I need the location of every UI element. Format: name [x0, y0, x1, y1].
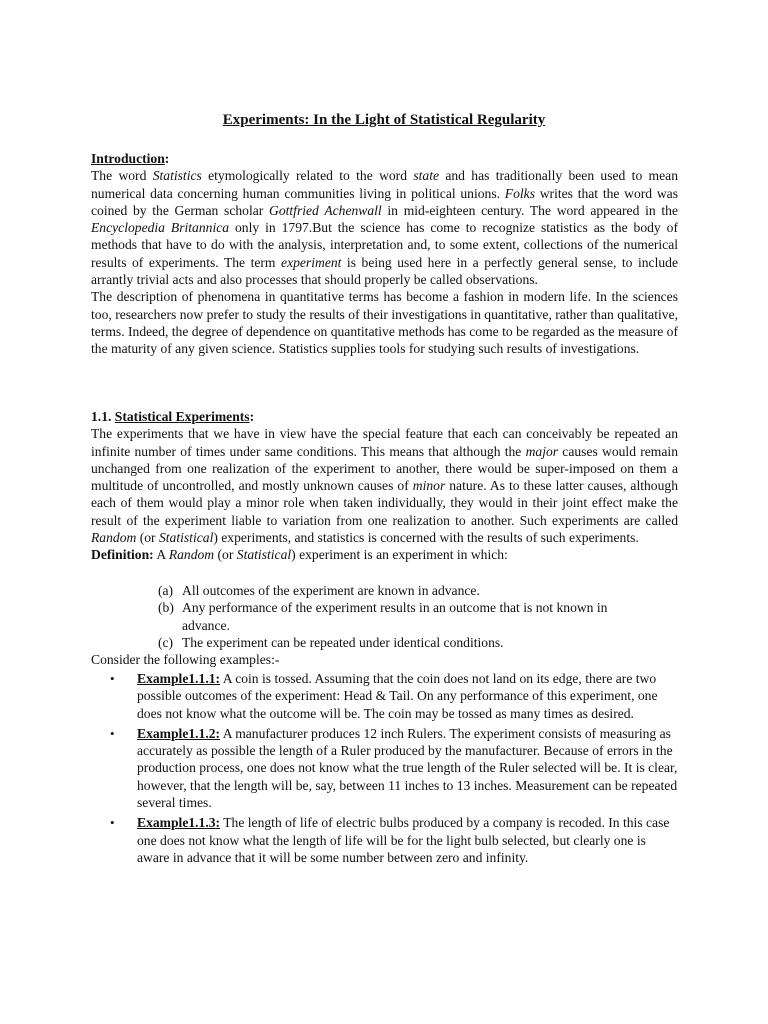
introduction-heading: Introduction [91, 151, 165, 166]
introduction-paragraph-2: The description of phenomena in quantitative terms has become a fashion in modern life. In the sciences too, researchers now prefer to study the results of their investigations in quantitative, rather than qualitative, terms. Indeed, the degree of dependence on quantitative methods has come to be regarded as the measure of the maturity of any given science. Statistics supplies tools for studying such results of investigations. [91, 289, 678, 357]
bullet-icon: • [110, 725, 115, 741]
bullet-icon: • [110, 815, 115, 831]
introduction-paragraph-1: The word Statistics etymologically related to the word state and has traditionally been used to mean numerical data concerning human communities living in political unions. Folks writes that the word was coined by the German scholar Gottfried Achenwall in mid-eighteen century. The word appeared in the Encyclopedia Britannica only in 1797.But the science has come to recognize statistics as the body of methods that have to do with the analysis, interpretation and, to some extent, collections of the numerical results of experiments. The term experiment is being used here in a perfectly general sense, to include arrantly trivial acts and also processes that should properly be called observations. [91, 168, 678, 288]
example-item: • Example1.1.1: A coin is tossed. Assuming that the coin does not land on its edge, there are two possible outcomes of the experiment: Head & Tail. On any performance of this experiment, one does not know what the outcome will be. The coin may be tossed as many times as desired. [110, 671, 658, 721]
condition-item: (c) The experiment can be repeated under identical conditions. [158, 634, 504, 650]
section-heading: Statistical Experiments [114, 409, 250, 424]
bullet-icon: • [110, 671, 115, 686]
consider-line: Consider the following examples:- [91, 652, 280, 667]
condition-item: (a) All outcomes of the experiment are known in advance. [158, 583, 480, 598]
definition-conditions-list [158, 582, 678, 651]
examples-list [110, 670, 678, 869]
example-item: • Example1.1.2: A manufacturer produces 12 inch Rulers. The experiment consists of measuring as accurately as possible the length of a Ruler produced by the manufacturer. Because of errors in the production process, one does not know what the true length of the Ruler selected will be. It is clear, however, that the length will be, say, between 11 inches to 13 inches. Measurement can be repeated several times. [110, 725, 678, 811]
section-heading-line: 1.1. Statistical Experiments: [91, 409, 255, 424]
definition-label: Definition: [91, 547, 154, 563]
example-label: Example1.1.1: [137, 671, 221, 686]
example-label: Example1.1.2: [137, 725, 221, 741]
example-label: Example1.1.3: [137, 815, 221, 831]
consider-line-block [91, 651, 678, 668]
introduction-section [91, 150, 678, 358]
introduction-heading-line: Introduction: [91, 151, 170, 166]
section-paragraph-1: The experiments that we have in view have the special feature that each can conceivably be repeated an infinite number of times under same conditions. This means that although the major causes would remain unchanged from one realization of the experiment to another, there would be super-imposed on them a multitude of uncontrolled, and mostly unknown causes of minor nature. As to these latter causes, although each of them would play a minor role when taken individually, they would in their joint effect make the result of the experiment liable to variation from one realization to another. Such experiments are called Random (or Statistical) experiments, and statistics is concerned with the results of such experiments. [91, 426, 678, 546]
condition-item: (b) Any performance of the experiment results in an outcome that is not known in advance. [158, 600, 608, 633]
definition-line: Definition: A Random (or Statistical) experiment is an experiment in which: [91, 547, 508, 563]
statistical-experiments-section [91, 408, 678, 564]
document-title: Experiments: In the Light of Statistical Regularity [222, 112, 546, 128]
example-item: • Example1.1.3: The length of life of electric bulbs produced by a company is recoded. In this case one does not know what the length of life will be for the light bulb selected, but clearly one is aware in advance that it will be some number between zero and infinity. [110, 815, 670, 865]
